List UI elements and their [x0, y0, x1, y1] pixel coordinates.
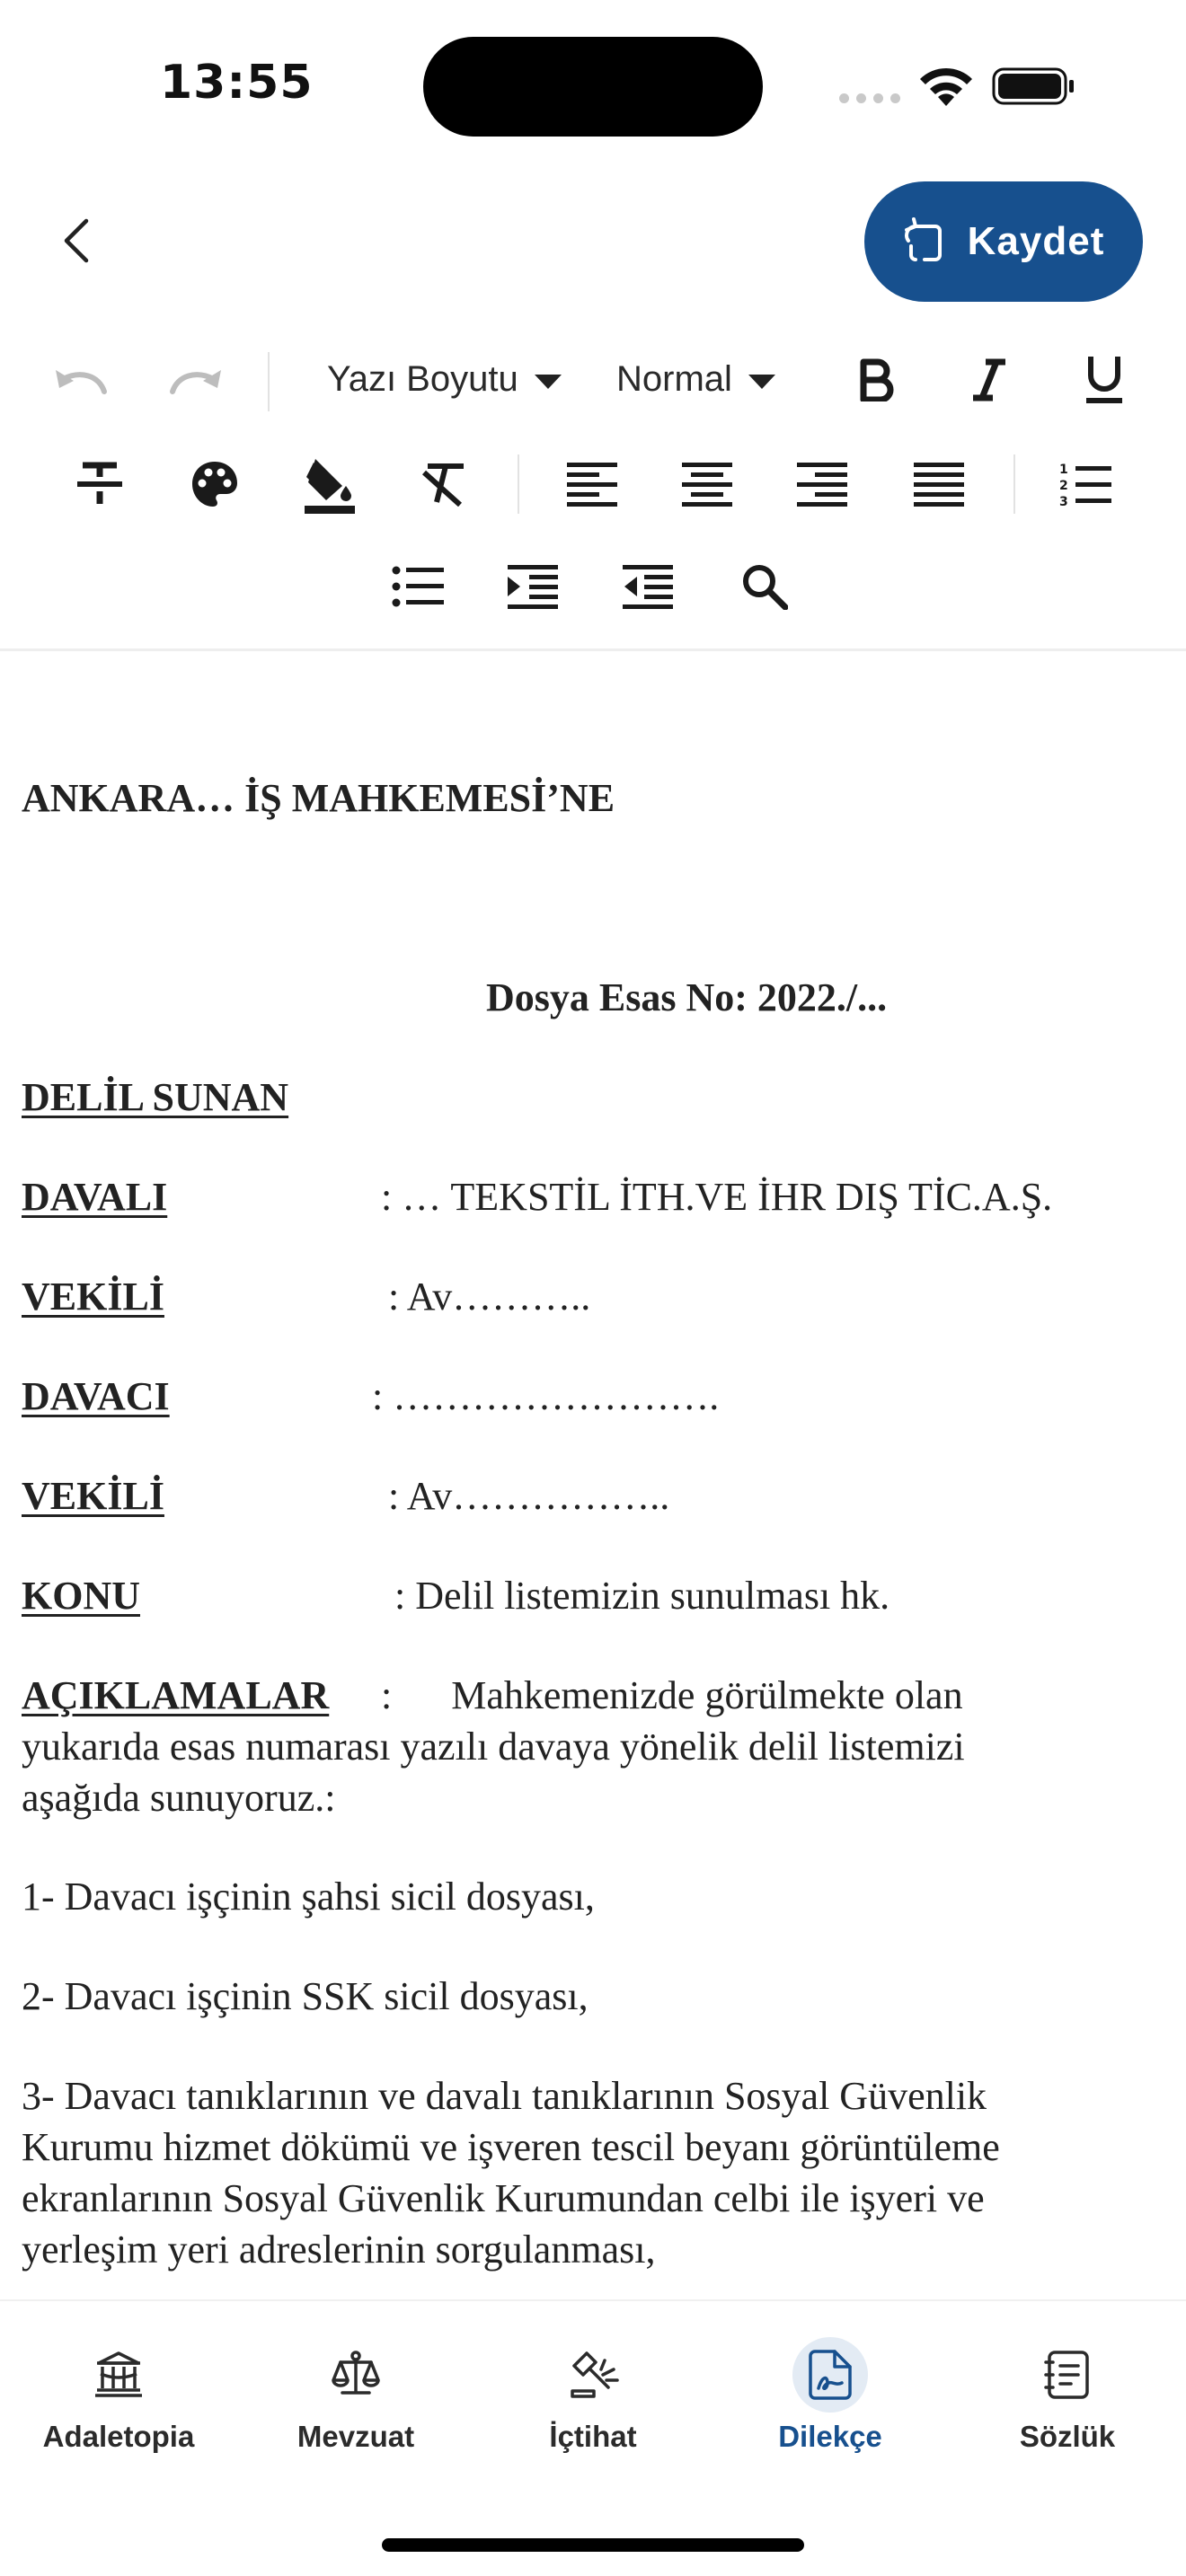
- evidence-item: 3- Davacı tanıklarının ve davalı tanıklarının Sosyal Güvenlik: [22, 2074, 987, 2118]
- plaintiff-value: : …………………….: [372, 1374, 720, 1418]
- toolbar-separator: [1013, 454, 1015, 514]
- text-color-button[interactable]: [183, 453, 246, 516]
- evidence-item-continuation: yerleşim yeri adreslerinin sorgulanması,: [22, 2228, 656, 2272]
- strikethrough-icon: [75, 461, 124, 507]
- paragraph-style-dropdown-label: Normal: [616, 359, 732, 399]
- nav-label: İçtihat: [549, 2420, 637, 2453]
- evidence-item: 1- Davacı işçinin şahsi sicil dosyası,: [22, 1875, 595, 1919]
- nav-label: Sözlük: [1019, 2420, 1116, 2453]
- home-indicator: [382, 2538, 804, 2552]
- font-size-dropdown[interactable]: [327, 359, 562, 400]
- svg-text:2: 2: [1059, 479, 1068, 493]
- align-center-icon: [682, 461, 732, 507]
- nav-item-mevzuat[interactable]: [257, 2337, 455, 2454]
- bullet-list-icon: [392, 565, 444, 608]
- font-size-dropdown-label: Yazı Boyutu: [327, 359, 518, 399]
- ordered-list-button[interactable]: [1053, 453, 1116, 516]
- bullet-list-button[interactable]: [386, 555, 449, 618]
- explanations-label: AÇIKLAMALAR: [22, 1673, 330, 1717]
- indent-button[interactable]: [501, 555, 564, 618]
- scales-icon: [330, 2350, 382, 2400]
- status-bar: [0, 0, 1186, 171]
- plaintiff-label: DAVACI: [22, 1374, 170, 1418]
- explanations-text-line: : Mahkemenizde görülmekte olan: [381, 1673, 963, 1717]
- petition-document-icon: [808, 2349, 853, 2401]
- bottom-navigation: [0, 2299, 1186, 2576]
- chevron-down-icon: [748, 375, 775, 389]
- indent-icon: [508, 563, 558, 610]
- bold-icon: [858, 358, 894, 401]
- save-sync-icon: [903, 217, 948, 266]
- paragraph-style-dropdown[interactable]: [616, 359, 775, 400]
- search-button[interactable]: [733, 555, 796, 618]
- toolbar-divider: [0, 648, 1186, 651]
- plaintiff-attorney-label: VEKİLİ: [22, 1474, 164, 1518]
- defendant-attorney-label: VEKİLİ: [22, 1275, 164, 1319]
- nav-item-dilekce[interactable]: [731, 2337, 929, 2454]
- clear-format-icon: [419, 462, 471, 507]
- evidence-item-continuation: Kurumu hizmet dökümü ve işveren tescil beyanı görüntüleme: [22, 2125, 1000, 2169]
- align-justify-button[interactable]: [907, 453, 970, 516]
- underline-icon: [1084, 354, 1125, 404]
- explanations-text-line: yukarıda esas numarası yazılı davaya yönelik delil listemizi: [22, 1725, 965, 1769]
- clear-format-button[interactable]: [413, 453, 476, 516]
- subject-value: : Delil listemizin sunulması hk.: [394, 1574, 890, 1618]
- toolbar-separator: [268, 352, 270, 411]
- toolbar-separator: [518, 454, 519, 514]
- defendant-value: : … TEKSTİL İTH.VE İHR DIŞ TİC.A.Ş.: [381, 1175, 1053, 1219]
- nav-label: Mevzuat: [296, 2420, 415, 2453]
- italic-button[interactable]: [958, 348, 1021, 411]
- highlight-fill-icon: [303, 455, 357, 515]
- nav-item-sozluk[interactable]: [969, 2337, 1166, 2454]
- submitter-label: DELİL SUNAN: [22, 1075, 289, 1119]
- save-button-label: Kaydet: [967, 219, 1105, 263]
- back-button[interactable]: [45, 205, 108, 277]
- nav-item-ictihat[interactable]: [494, 2337, 692, 2454]
- underline-button[interactable]: [1073, 345, 1136, 413]
- align-justify-icon: [914, 461, 964, 507]
- wifi-icon: [915, 63, 978, 110]
- ordered-list-icon: [1058, 461, 1111, 507]
- evidence-item-continuation: ekranlarının Sosyal Güvenlik Kurumundan celbi ile işyeri ve: [22, 2176, 985, 2220]
- defendant-attorney-value: : Av………..: [388, 1275, 591, 1319]
- align-right-button[interactable]: [791, 453, 854, 516]
- defendant-label: DAVALI: [22, 1175, 168, 1219]
- nav-label: Adaletopia: [42, 2420, 195, 2453]
- nav-label: Dilekçe: [778, 2420, 882, 2453]
- align-center-button[interactable]: [676, 453, 739, 516]
- text-color-palette-icon: [190, 459, 240, 509]
- battery-icon: [992, 66, 1076, 106]
- status-time: 13:55: [160, 56, 314, 110]
- court-heading: ANKARA… İŞ MAHKEMESİ’NE: [22, 776, 615, 820]
- courthouse-icon: [93, 2351, 144, 2399]
- chevron-down-icon: [535, 375, 562, 389]
- cellular-signal-icon: [839, 93, 900, 106]
- highlight-button[interactable]: [298, 449, 361, 521]
- explanations-text-line: aşağıda sunuyoruz.:: [22, 1776, 336, 1820]
- align-right-icon: [797, 461, 847, 507]
- evidence-item: 2- Davacı işçinin SSK sicil dosyası,: [22, 1974, 589, 2018]
- dictionary-icon: [1044, 2350, 1091, 2400]
- svg-text:1: 1: [1059, 463, 1068, 477]
- document-editor[interactable]: [22, 683, 1172, 2299]
- search-icon: [741, 563, 788, 610]
- undo-button[interactable]: [45, 352, 117, 406]
- outdent-button[interactable]: [616, 555, 679, 618]
- nav-item-adaletopia[interactable]: [20, 2337, 217, 2454]
- chevron-left-icon: [61, 217, 92, 264]
- align-left-icon: [567, 461, 617, 507]
- dynamic-island: [423, 37, 763, 137]
- file-number: Dosya Esas No: 2022./...: [486, 975, 888, 1019]
- svg-text:3: 3: [1059, 495, 1068, 507]
- save-button[interactable]: [864, 181, 1143, 302]
- undo-icon: [52, 363, 110, 395]
- subject-label: KONU: [22, 1574, 140, 1618]
- strikethrough-button[interactable]: [68, 453, 131, 516]
- align-left-button[interactable]: [561, 453, 624, 516]
- italic-icon: [969, 358, 1009, 401]
- gavel-icon: [567, 2350, 619, 2400]
- bold-button[interactable]: [845, 348, 907, 411]
- plaintiff-attorney-value: : Av……………..: [388, 1474, 670, 1518]
- redo-icon: [167, 363, 225, 395]
- redo-button[interactable]: [160, 352, 232, 406]
- outdent-icon: [623, 563, 673, 610]
